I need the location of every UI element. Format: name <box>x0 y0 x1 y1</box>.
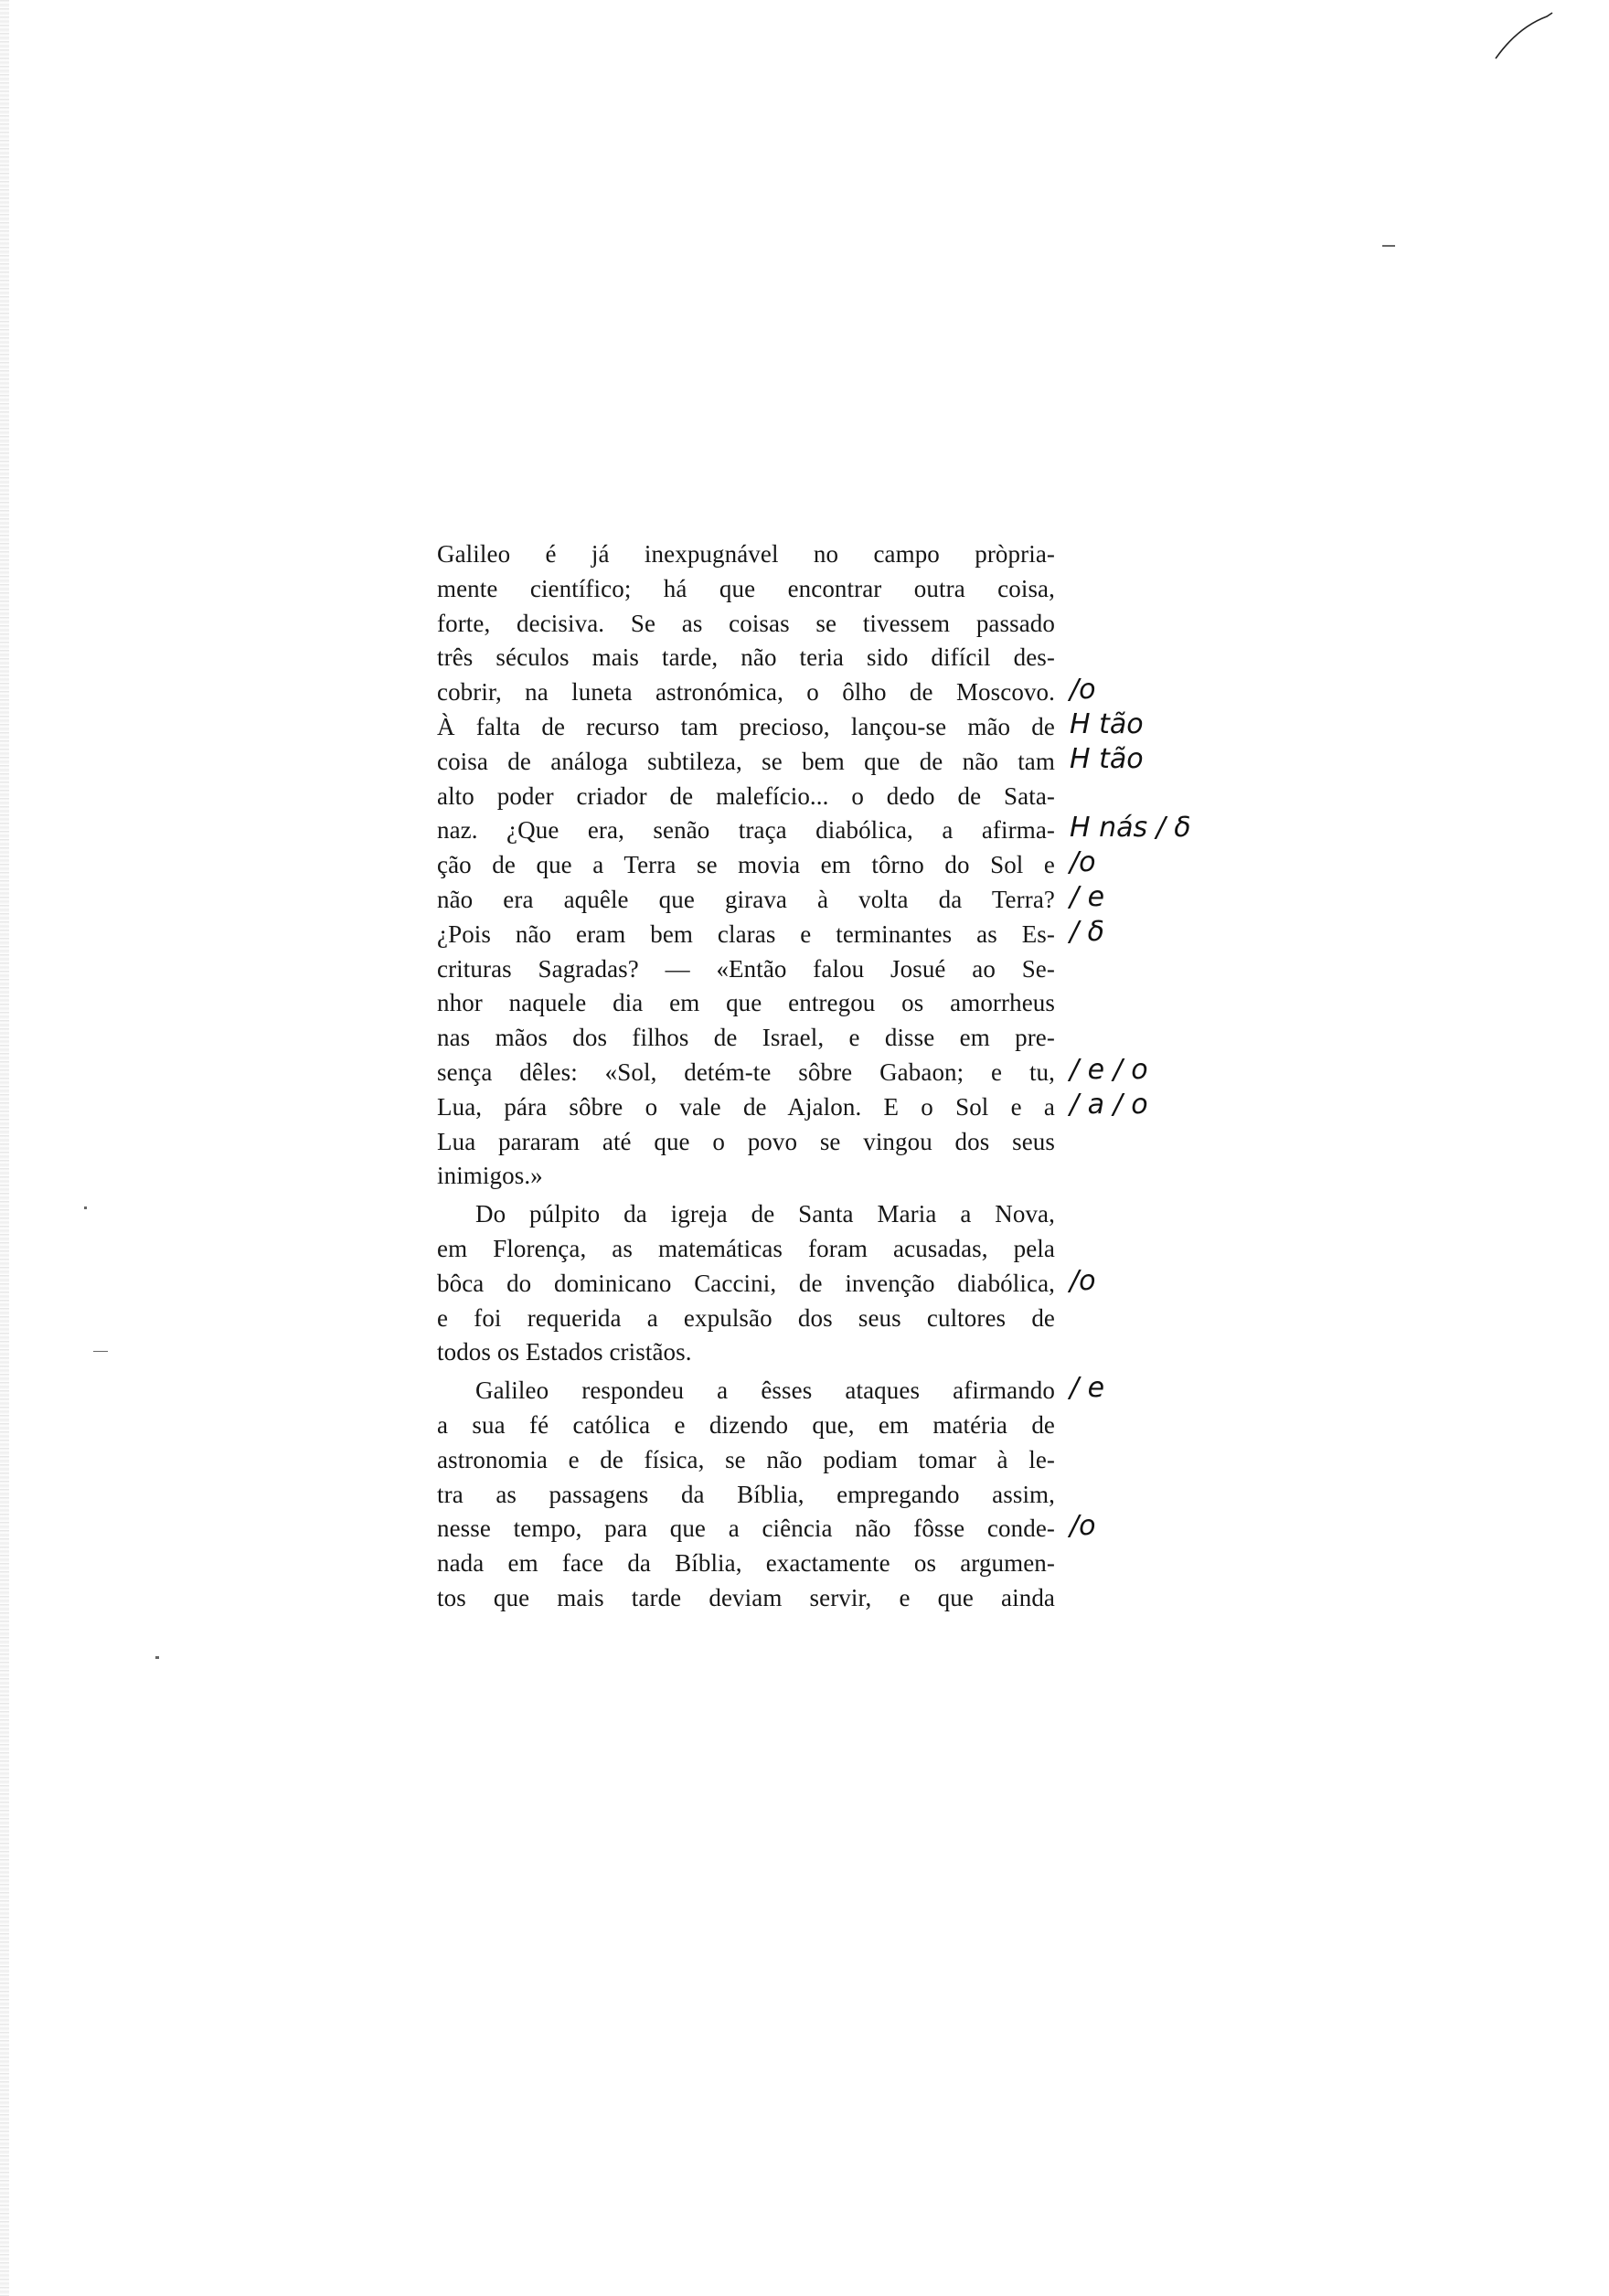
text-line: alto poder criador de malefício... o dedo de Sata- <box>437 781 1055 810</box>
margin-note: / e <box>1070 1372 1105 1405</box>
text-line: tra as passagens da Bíblia, empregando assim, <box>437 1480 1055 1508</box>
text-line: nesse tempo, para que a ciência não fôsse conde- <box>437 1515 1055 1543</box>
text-line: tos que mais tarde deviam servir, e que ainda <box>437 1583 1055 1611</box>
text-line: três séculos mais tarde, não teria sido difícil des- <box>437 643 1055 672</box>
text-line: Galileo respondeu a êsses ataques afirmando <box>475 1377 1055 1405</box>
scanner-edge <box>0 0 9 2296</box>
text-line: nhor naquele dia em que entregou os amorrheus <box>437 989 1055 1017</box>
margin-note: H tão <box>1070 708 1144 740</box>
text-line: todos os Estados cristãos. <box>437 1338 692 1366</box>
text-line: naz. ¿Que era, senão traça diabólica, a afirma- <box>437 816 1055 845</box>
text-line: Galileo é já inexpugnável no campo pròpria- <box>437 540 1055 568</box>
text-line: ¿Pois não eram bem claras e terminantes as Es- <box>437 919 1055 948</box>
text-line: não era aquêle que girava à volta da Terra? <box>437 885 1055 913</box>
text-line: Lua, pára sôbre o vale de Ajalon. E o Sol e a <box>437 1092 1055 1121</box>
text-line: nas mãos dos filhos de Israel, e disse em pre- <box>437 1024 1055 1052</box>
text-line: em Florença, as matemáticas foram acusadas, pela <box>437 1234 1055 1262</box>
speck <box>84 1206 87 1209</box>
text-line: e foi requerida a expulsão dos seus cultores de <box>437 1303 1055 1332</box>
margin-note: H nás / δ <box>1070 812 1191 845</box>
margin-note: / e / o <box>1070 1054 1148 1086</box>
margin-note: / δ <box>1070 915 1104 948</box>
text-line: sença dêles: «Sol, detém-te sôbre Gabaon; e tu, <box>437 1058 1055 1086</box>
margin-note: /o <box>1070 846 1096 879</box>
margin-note: H tão <box>1070 742 1144 775</box>
text-line: inimigos.» <box>437 1162 543 1190</box>
speck <box>1382 245 1395 247</box>
text-line: astronomia e de física, se não podiam tomar à le- <box>437 1445 1055 1473</box>
text-line: mente científico; há que encontrar outra coisa, <box>437 574 1055 602</box>
speck <box>155 1656 159 1659</box>
margin-note: /o <box>1070 1264 1096 1297</box>
text-line: coisa de análoga subtileza, se bem que de não tam <box>437 747 1055 775</box>
text-line: crituras Sagradas? — «Então falou Josué ao Se- <box>437 954 1055 983</box>
text-line: bôca do dominicano Caccini, de invenção diabólica, <box>437 1269 1055 1297</box>
text-line: Do púlpito da igreja de Santa Maria a Nova, <box>475 1200 1055 1228</box>
text-line: nada em face da Bíblia, exactamente os argumen- <box>437 1549 1055 1578</box>
margin-note: /o <box>1070 1510 1096 1543</box>
margin-note: / a / o <box>1070 1088 1148 1121</box>
text-line: forte, decisiva. Se as coisas se tivessem passado <box>437 609 1055 637</box>
paragraph <box>437 1197 1055 1370</box>
text-line: a sua fé católica e dizendo que, em matéria de <box>437 1410 1055 1439</box>
text-line: À falta de recurso tam precioso, lançou-se mão de <box>437 712 1055 740</box>
text-line: cobrir, na luneta astronómica, o ôlho de Moscovo. <box>437 678 1055 707</box>
text-line: ção de que a Terra se movia em tôrno do Sol e <box>437 851 1055 879</box>
corner-pen-stroke <box>1490 0 1591 64</box>
body-text <box>437 537 1055 1616</box>
text-line: Lua pararam até que o povo se vingou dos seus <box>437 1127 1055 1155</box>
speck <box>93 1351 108 1352</box>
margin-note: / e <box>1070 881 1105 913</box>
paragraph <box>437 1374 1055 1616</box>
margin-note: /o <box>1070 674 1096 707</box>
paragraph <box>437 537 1055 1194</box>
